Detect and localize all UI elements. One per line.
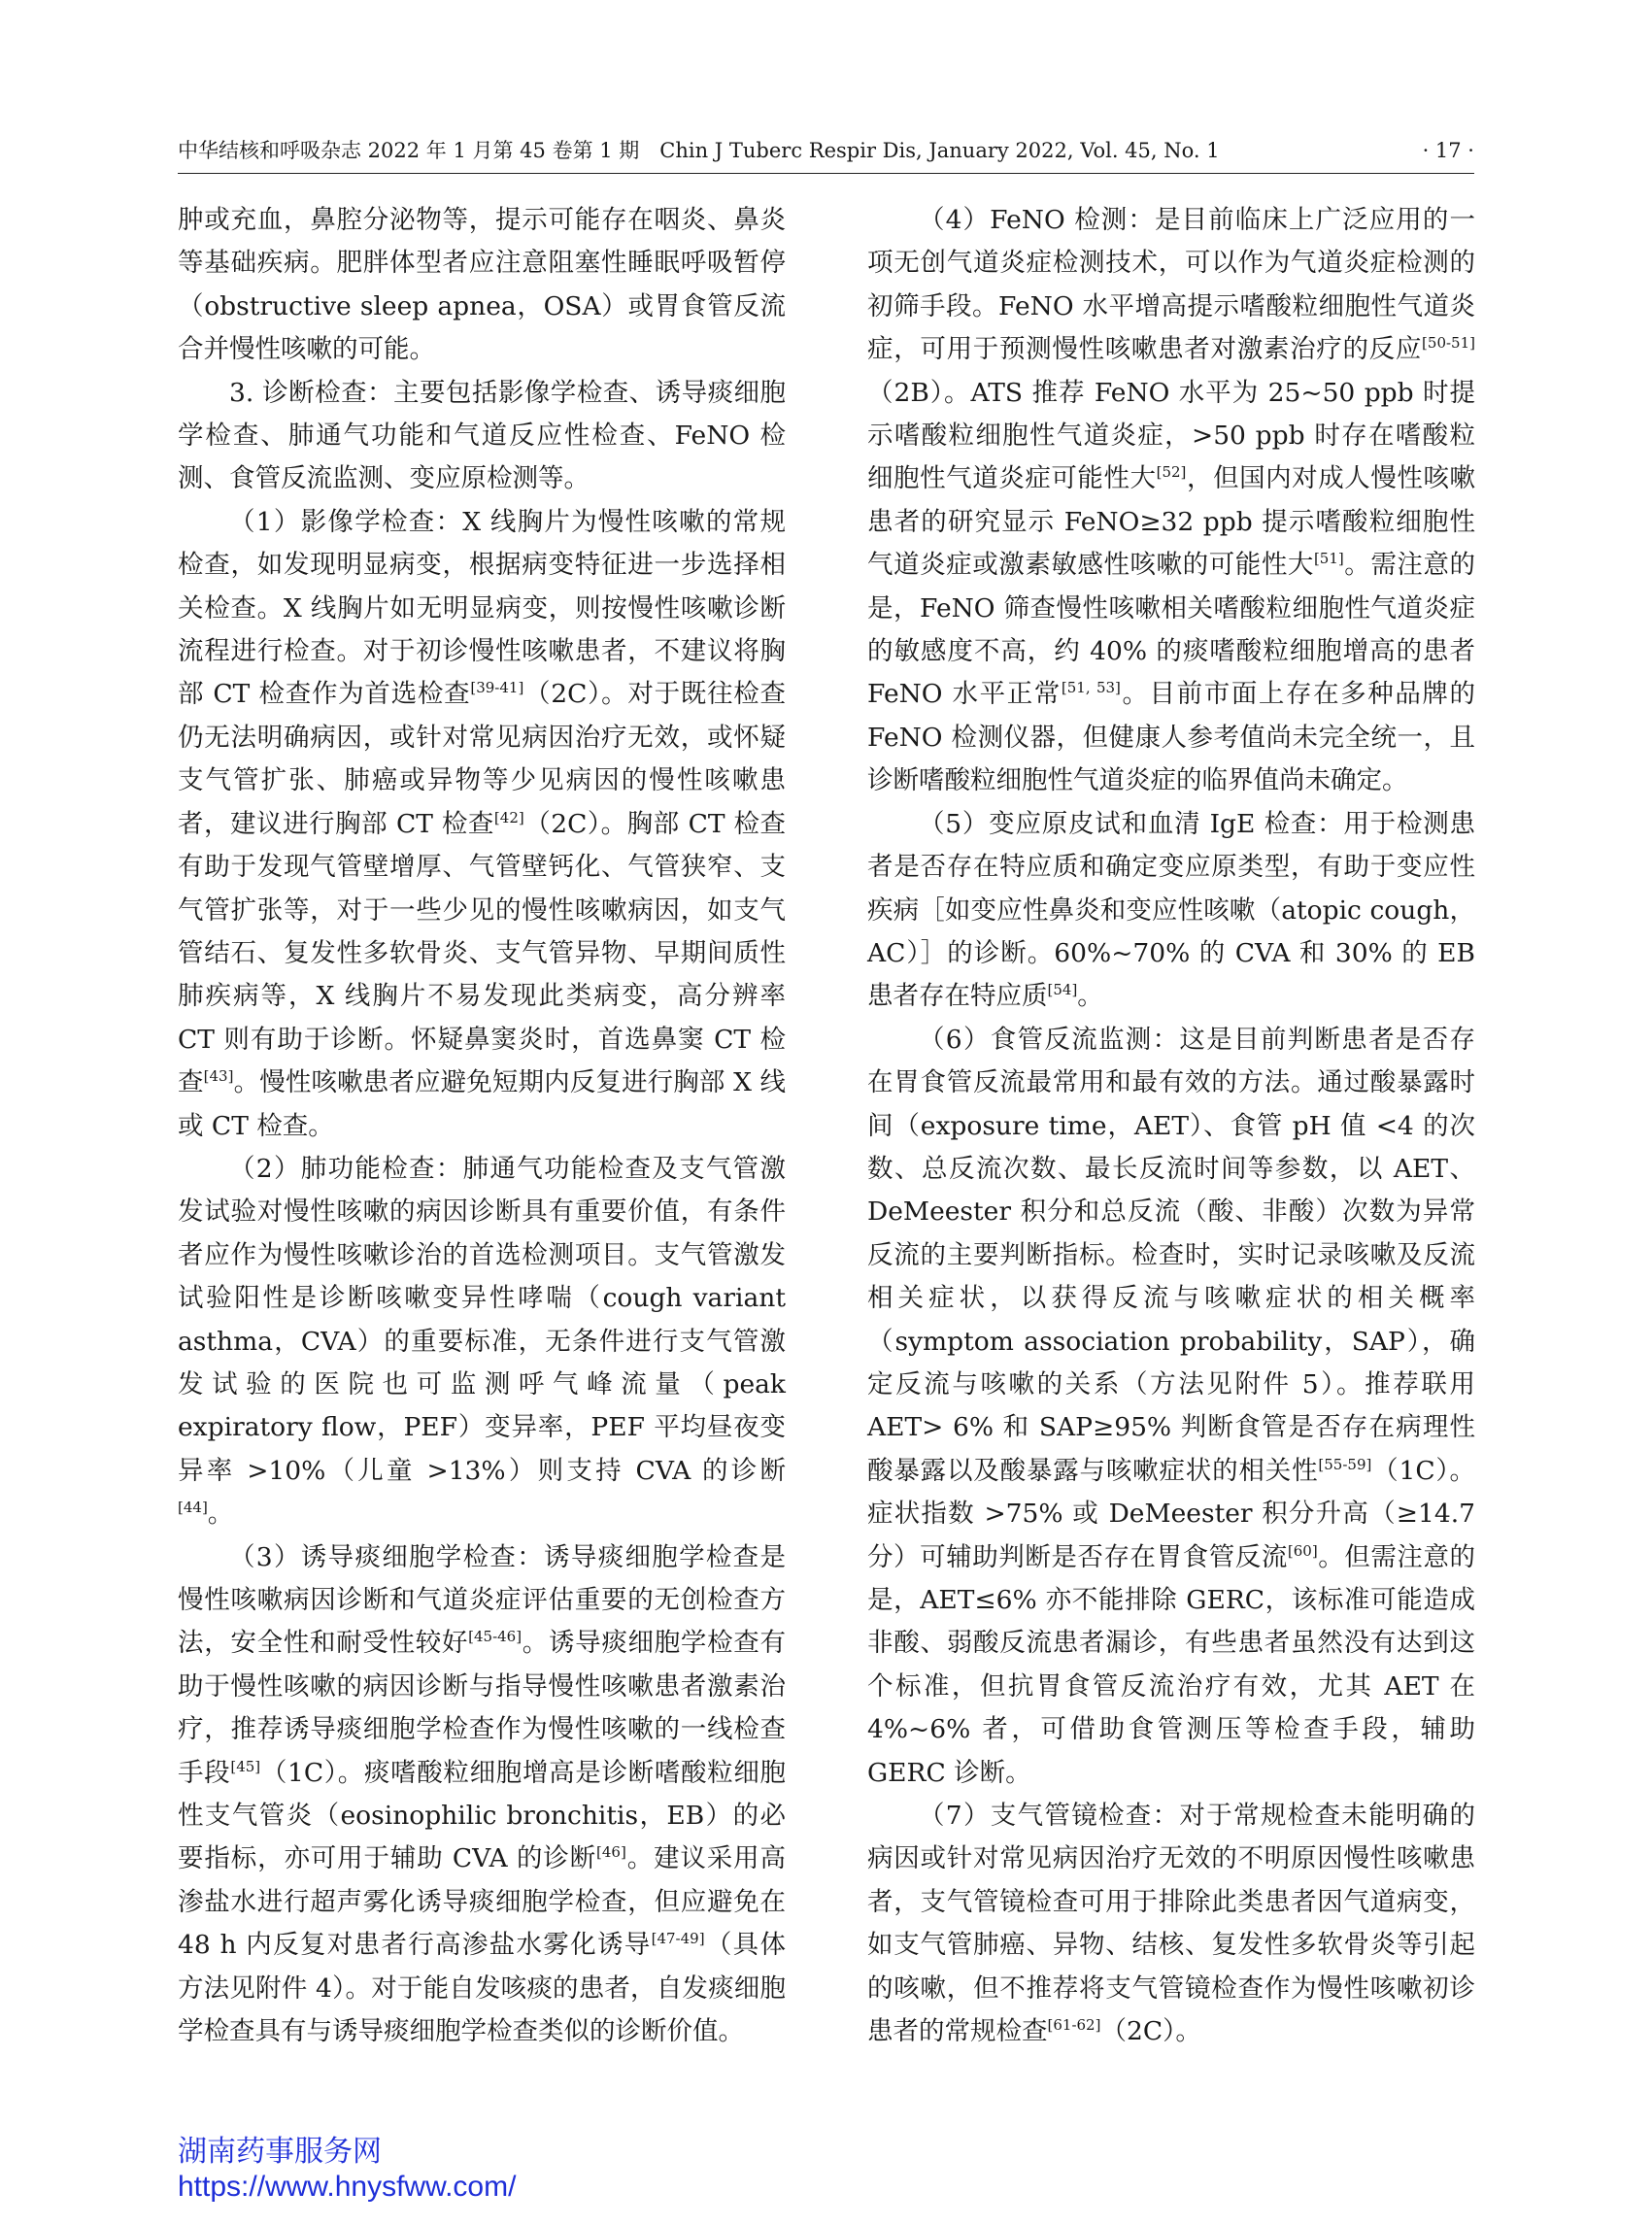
page-number: · 17 · (1422, 139, 1474, 162)
paragraph-text: （2C）。胸部 CT 检查有助于发现气管壁增厚、气管壁钙化、气管狭窄、支气管扩张等，对于一些少见的慢性咳嗽病因，如支气管结石、复发性多软骨炎、支气管异物、早期间质性肺疾病等，X 线胸片不易发现此类病变，高分辨率 CT 则有助于诊断。怀疑鼻窦炎时，首选鼻窦 CT 检查 (178, 808, 786, 1098)
watermark-site-name: 湖南药事服务网 (178, 2136, 382, 2168)
citation-ref: [55-59] (1318, 1455, 1372, 1473)
paragraph-text: （2B）。ATS 推荐 FeNO 水平为 25~50 ppb 时提示嗜酸粒细胞性气道炎症，>50 ppb 时存在嗜酸粒细胞性气道炎症可能性大 (867, 377, 1475, 494)
paragraph-text: （1）影像学检查：X 线胸片为慢性咳嗽的常规检查，如发现明显病变，根据病变特征进一步选择相关检查。X 线胸片如无明显病变，则按慢性咳嗽诊断流程进行检查。对于初诊慢性咳嗽患者，不建议将胸部 CT 检查作为首选检查 (178, 506, 786, 710)
citation-ref: [52] (1156, 463, 1187, 482)
paragraph-text: （1C）。症状指数 >75% 或 DeMeester 积分升高（≥14.7 分）可辅助判断是否存在胃食管反流 (867, 1455, 1475, 1572)
paragraph-text: 3. 诊断检查：主要包括影像学检查、诱导痰细胞学检查、肺通气功能和气道反应性检查、FeNO 检测、食管反流监测、变应原检测等。 (178, 377, 786, 494)
paragraph (867, 1795, 1475, 2053)
paragraph (867, 1019, 1475, 1795)
site-watermark (178, 2135, 516, 2205)
paragraph (178, 501, 786, 1148)
paragraph (178, 1536, 786, 2054)
paragraph-text: （7）支气管镜检查：对于常规检查未能明确的病因或针对常见病因治疗无效的不明原因慢性咳嗽患者，支气管镜检查可用于排除此类患者因气道病变，如支气管肺癌、异物、结核、复发性多软骨炎等引起的咳嗽，但不推荐将支气管镜检查作为慢性咳嗽初诊患者的常规检查 (867, 1801, 1475, 2047)
citation-ref: [51] (1313, 550, 1344, 568)
paragraph-text: （6）食管反流监测：这是目前判断患者是否存在胃食管反流最常用和最有效的方法。通过酸暴露时间（exposure time，AET）、食管 pH 值 <4 的次数、总反流次数、最长反流时间等参数，以 AET、DeMeester 积分和总反流（酸、非酸）次数为异常反流的主要判断指标。检查时，实时记录咳嗽及反流相关症状，以获得反流与咳嗽症状的相关概率（symptom association probability，SAP），确定反流与咳嗽的关系（方法见附件 5）。推荐联用 AET> 6% 和 SAP≥95% 判断食管是否存在病理性酸暴露以及酸暴露与咳嗽症状的相关性 (867, 1024, 1475, 1486)
citation-ref: [46] (596, 1843, 626, 1862)
paragraph-text: （3）诱导痰细胞学检查：诱导痰细胞学检查是慢性咳嗽病因诊断和气道炎症评估重要的无创检查方法，安全性和耐受性较好 (178, 1541, 786, 1659)
paragraph-text: 。目前市面上存在多种品牌的 FeNO 检测仪器，但健康人参考值尚未完全统一，且诊断嗜酸粒细胞性气道炎症的临界值尚未确定。 (867, 679, 1475, 796)
paragraph-text: （2C）。对于既往检查仍无法明确病因，或针对常见病因治疗无效，或怀疑支气管扩张、肺癌或异物等少见病因的慢性咳嗽患者，建议进行胸部 CT 检查 (178, 679, 786, 839)
paragraph-text: 。 (207, 1499, 234, 1530)
paragraph-text: 。需注意的是，FeNO 筛查慢性咳嗽相关嗜酸粒细胞性气道炎症的敏感度不高，约 40% 的痰嗜酸粒细胞增高的患者 FeNO 水平正常 (867, 550, 1476, 710)
paragraph-text: ，但国内对成人慢性咳嗽患者的研究显示 FeNO≥32 ppb 提示嗜酸粒细胞性气道炎症或激素敏感性咳嗽的可能性大 (867, 463, 1476, 581)
paragraph-text: （1C）。痰嗜酸粒细胞增高是诊断嗜酸粒细胞性支气管炎（eosinophilic bronchitis，EB）的必要指标，亦可用于辅助 CVA 的诊断 (178, 1757, 787, 1874)
paragraph (867, 803, 1475, 1019)
paragraph-text: 。诱导痰细胞学检查有助于慢性咳嗽的病因诊断与指导慢性咳嗽患者激素治疗，推荐诱导痰细胞学检查作为慢性咳嗽的一线检查手段 (178, 1628, 787, 1788)
paragraph-text: （4）FeNO 检测：是目前临床上广泛应用的一项无创气道炎症检测技术，可以作为气道炎症检测的初筛手段。FeNO 水平增高提示嗜酸粒细胞性气道炎症，可用于预测慢性咳嗽患者对激素治疗的反应 (867, 205, 1475, 365)
citation-ref: [51, 53] (1061, 679, 1121, 697)
citation-ref: [47-49] (651, 1930, 705, 1948)
journal-citation: 中华结核和呼吸杂志 2022 年 1 月第 45 卷第 1 期 Chin J Tuberc Respir Dis, January 2022, Vol. 45, No. 1 (178, 139, 1220, 162)
citation-ref: [45-46] (468, 1628, 523, 1646)
paragraph (178, 199, 786, 372)
paragraph (178, 1148, 786, 1536)
paragraph-text: 。但需注意的是，AET≤6% 亦不能排除 GERC，该标准可能造成非酸、弱酸反流患者漏诊，有些患者虽然没有达到这个标准，但抗胃食管反流治疗有效，尤其 AET 在 4%~6% 者，可借助食管测压等检查手段，辅助 GERC 诊断。 (867, 1541, 1475, 1788)
citation-ref: [54] (1047, 981, 1078, 999)
paragraph-text: （具体方法见附件 4）。对于能自发咳痰的患者，自发痰细胞学检查具有与诱导痰细胞学检查类似的诊断价值。 (178, 1930, 787, 2047)
citation-ref: [39-41] (470, 679, 524, 697)
paragraph-text: 。 (1077, 981, 1103, 1012)
running-header (178, 134, 1474, 174)
citation-ref: [60] (1287, 1541, 1318, 1560)
citation-ref: [61-62] (1047, 2016, 1101, 2035)
paragraph-text: （5）变应原皮试和血清 IgE 检查：用于检测患者是否存在特应质和确定变应原类型，有助于变应性疾病［如变应性鼻炎和变应性咳嗽（atopic cough，AC）］的诊断。60%~70% 的 CVA 和 30% 的 EB 患者存在特应质 (867, 808, 1475, 1012)
left-column (178, 199, 786, 2053)
paragraph (178, 372, 786, 501)
citation-ref: [50-51] (1422, 334, 1475, 353)
paragraph-text: 肿或充血，鼻腔分泌物等，提示可能存在咽炎、鼻炎等基础疾病。肥胖体型者应注意阻塞性睡眠呼吸暂停（obstructive sleep apnea，OSA）或胃食管反流合并慢性咳嗽的可能。 (178, 205, 786, 365)
paragraph-text: （2）肺功能检查：肺通气功能检查及支气管激发试验对慢性咳嗽的病因诊断具有重要价值，有条件者应作为慢性咳嗽诊治的首选检测项目。支气管激发试验阳性是诊断咳嗽变异性哮喘（cough variant asthma，CVA）的重要标准，无条件进行支气管激发试验的医院也可监测呼气峰流量（peak expiratory flow，PEF）变异率，PEF 平均昼夜变异率 >10%（儿童 >13%）则支持 CVA 的诊断 (178, 1153, 786, 1486)
citation-ref: [44] (178, 1499, 208, 1517)
paragraph-text: 。慢性咳嗽患者应避免短期内反复进行胸部 X 线或 CT 检查。 (178, 1067, 787, 1141)
citation-ref: [42] (493, 808, 524, 826)
watermark-url: https://www.hnysfww.com/ (178, 2171, 517, 2203)
right-column (867, 199, 1475, 2053)
paragraph (867, 199, 1475, 803)
citation-ref: [45] (230, 1757, 261, 1775)
citation-ref: [43] (203, 1067, 234, 1086)
paragraph-text: （2C）。 (1100, 2016, 1201, 2047)
paragraph-text: 。建议采用高渗盐水进行超声雾化诱导痰细胞学检查，但应避免在 48 h 内反复对患者行高渗盐水雾化诱导 (178, 1843, 786, 1961)
